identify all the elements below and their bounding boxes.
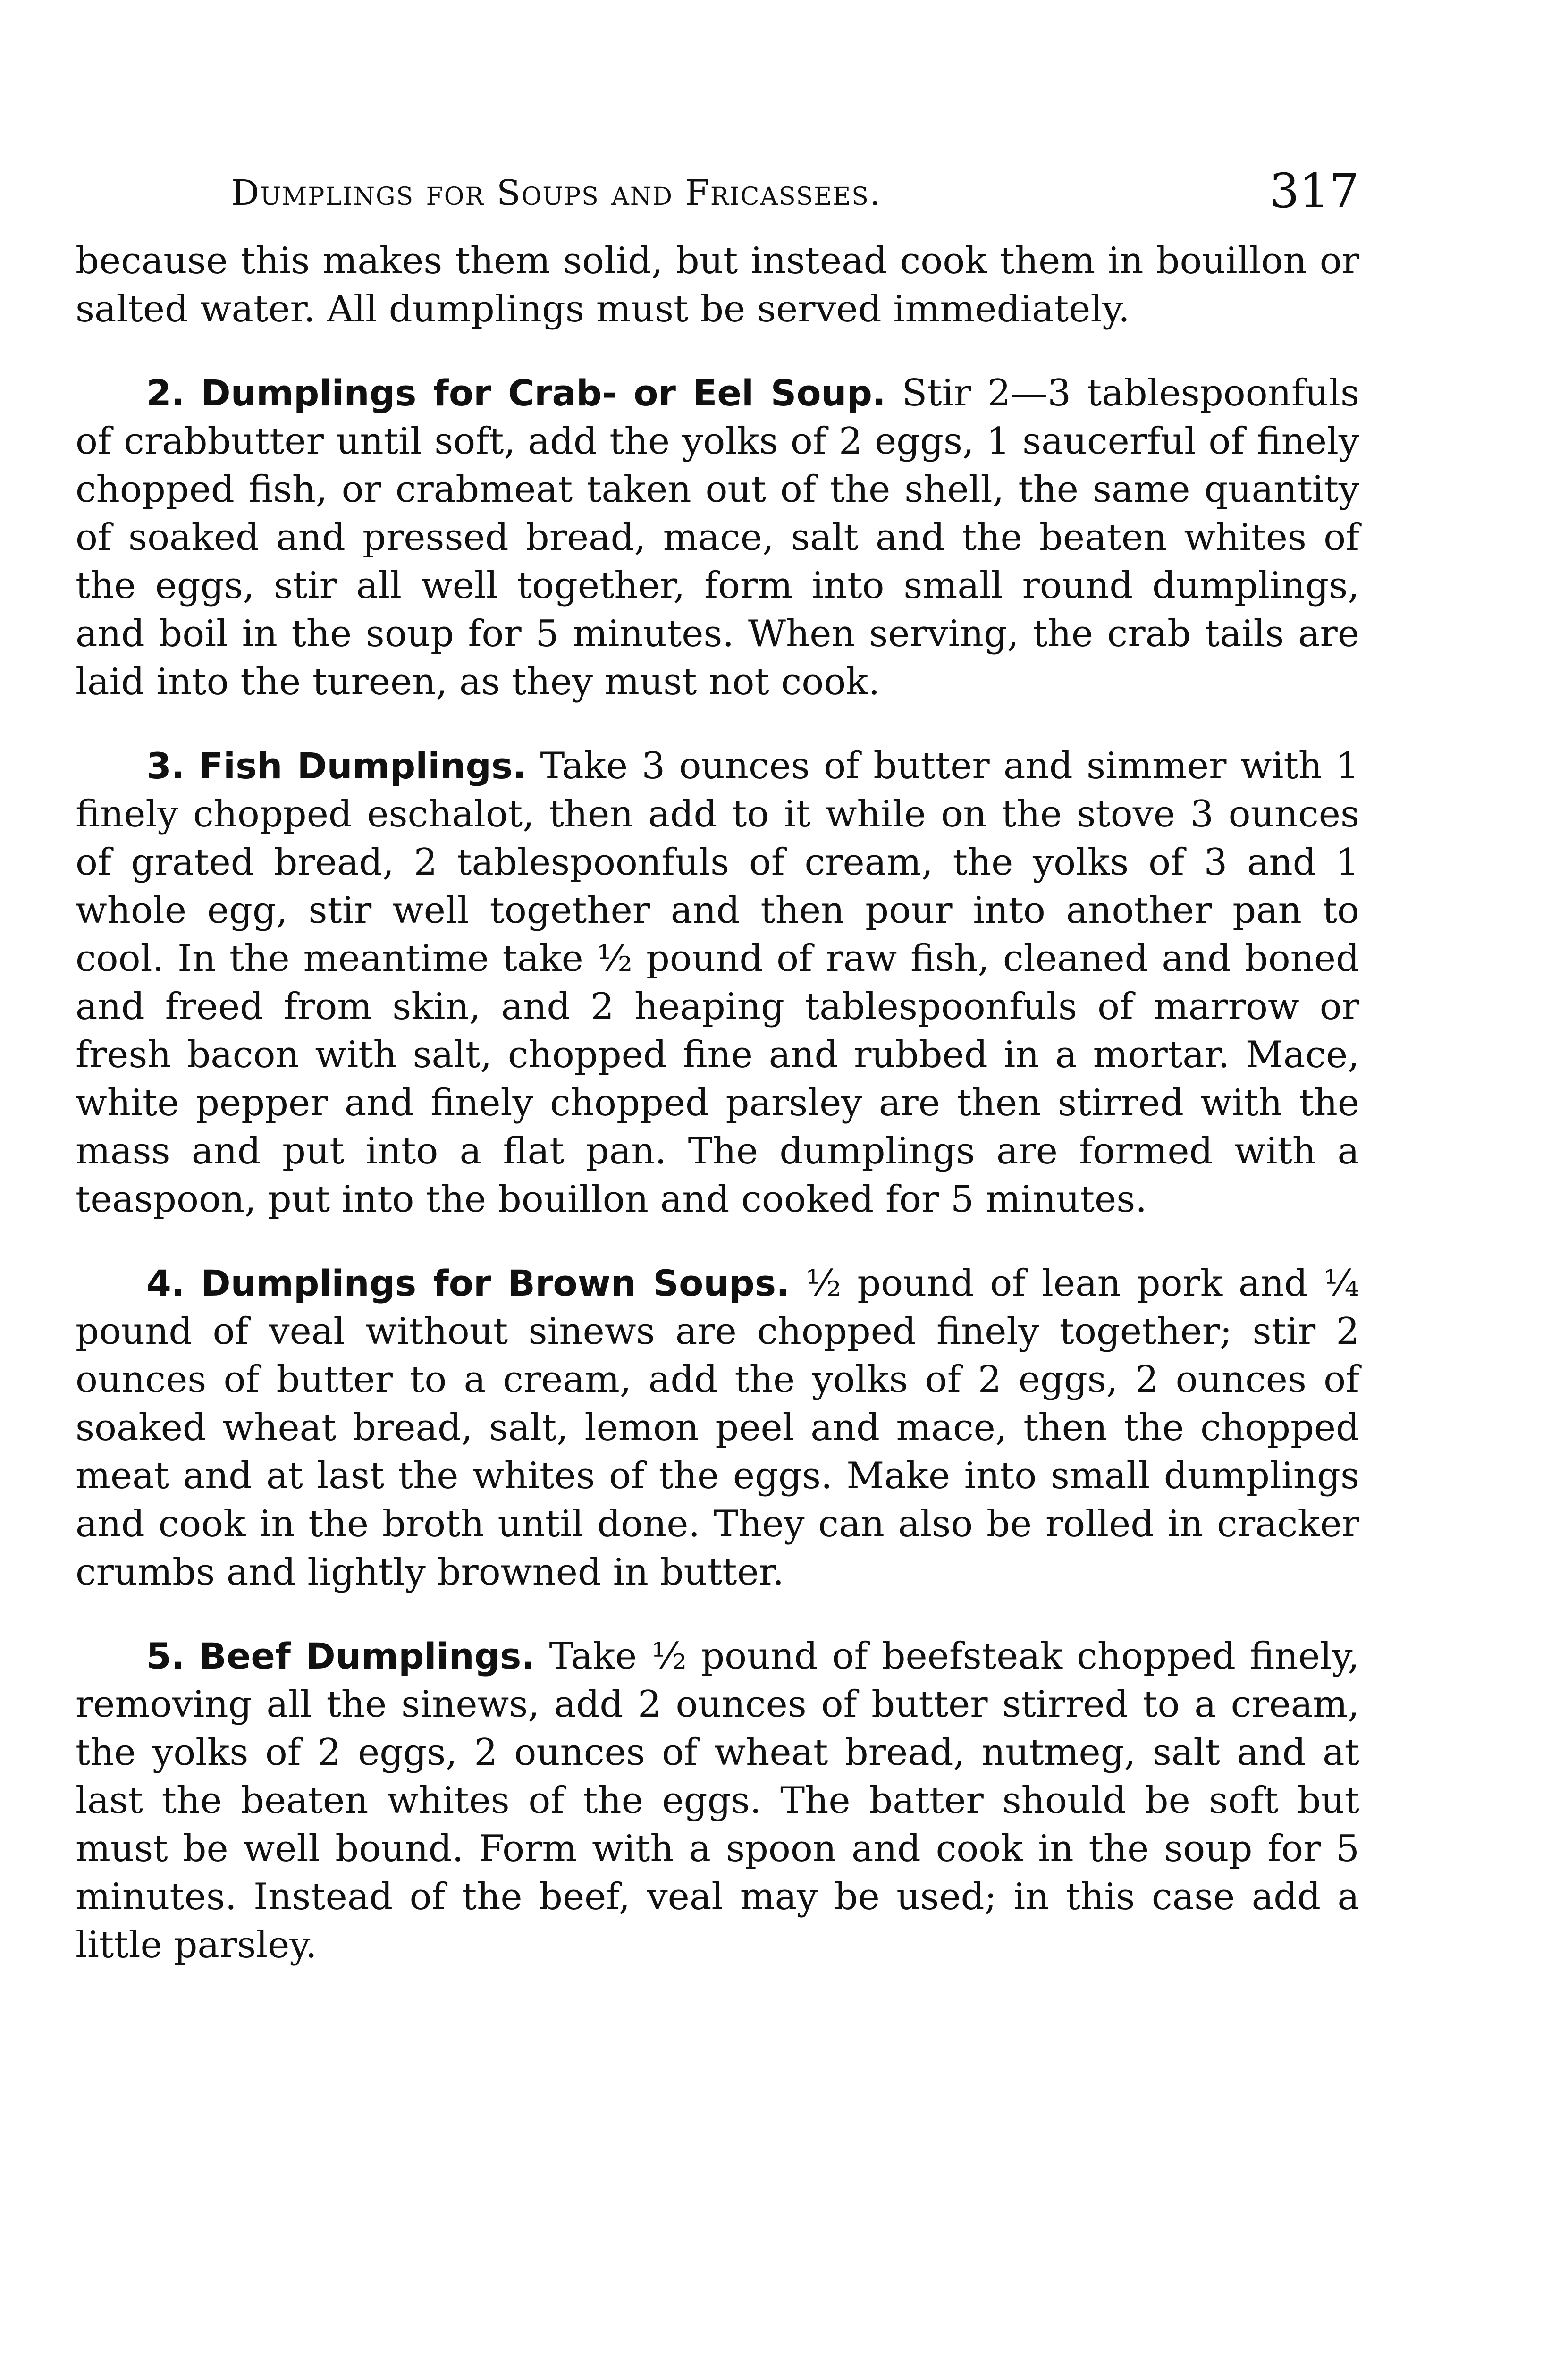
intro-paragraph: because this makes them solid, but instead cook them in bouillon or salted water. All dumplings must be served immediately. [76,240,1359,330]
book-page [76,160,1359,1969]
running-head [76,160,1359,227]
recipe-crab-eel-dumplings [76,369,1359,706]
recipe-body: ½ pound of lean pork and ¼ pound of veal without sinews are chopped finely together; stir 2 ounces of butter to a cream, add the yolks of 2 eggs, 2 ounces of soaked wheat bread, salt, lemon peel and mace, then the chopped meat and at last the whites of the eggs. Make into small dumplings and cook in the broth until done. They can also be rolled in cracker crumbs and lightly browned in butter. [76,1262,1359,1593]
recipe-number: 3. [146,745,185,787]
recipe-title: Fish Dumplings. [199,745,526,787]
recipe-body: Take 3 ounces of butter and simmer with 1 finely chopped eschalot, then add to it while on the stove 3 ounces of grated bread, 2 tablespoonfuls of cream, the yolks of 3 and 1 whole egg, stir well together and then pour into another pan to cool. In the meantime take ½ pound of raw fish, cleaned and boned and freed from skin, and 2 heaping tablespoonfuls of marrow or fresh bacon with salt, chopped fine and rubbed in a mortar. Mace, white pepper and finely chopped parsley are then stirred with the mass and put into a flat pan. The dumplings are formed with a teaspoon, put into the bouillon and cooked for 5 minutes. [76,745,1359,1221]
recipe-title: Dumplings for Brown Soups. [201,1262,790,1304]
recipe-title: Dumplings for Crab- or Eel Soup. [201,372,886,414]
page-number: 317 [1269,163,1359,219]
recipe-body: Take ½ pound of beefsteak chopped finely, removing all the sinews, add 2 ounces of butter stirred to a cream, the yolks of 2 eggs, 2 ounces of wheat bread, nutmeg, salt and at last the beaten whites of the eggs. The batter should be soft but must be well bound. Form with a spoon and cook in the soup for 5 minutes. Instead of the beef, veal may be used; in this case add a little parsley. [76,1635,1359,1966]
recipe-brown-soup-dumplings [76,1259,1359,1596]
running-title: Dumplings for Soups and Fricassees. [231,173,882,213]
recipe-number: 2. [146,372,185,414]
recipe-fish-dumplings [76,742,1359,1223]
recipe-number: 4. [146,1262,185,1304]
recipe-number: 5. [146,1635,185,1677]
recipe-title: Beef Dumplings. [199,1635,535,1677]
recipe-beef-dumplings [76,1632,1359,1969]
recipe-body: Stir 2—3 tablespoonfuls of crabbutter until soft, add the yolks of 2 eggs, 1 saucerful of finely chopped fish, or crabmeat taken out of the shell, the same quantity of soaked and pressed bread, mace, salt and the beaten whites of the eggs, stir all well together, form into small round dumplings, and boil in the soup for 5 minutes. When serving, the crab tails are laid into the tureen, as they must not cook. [76,372,1359,703]
